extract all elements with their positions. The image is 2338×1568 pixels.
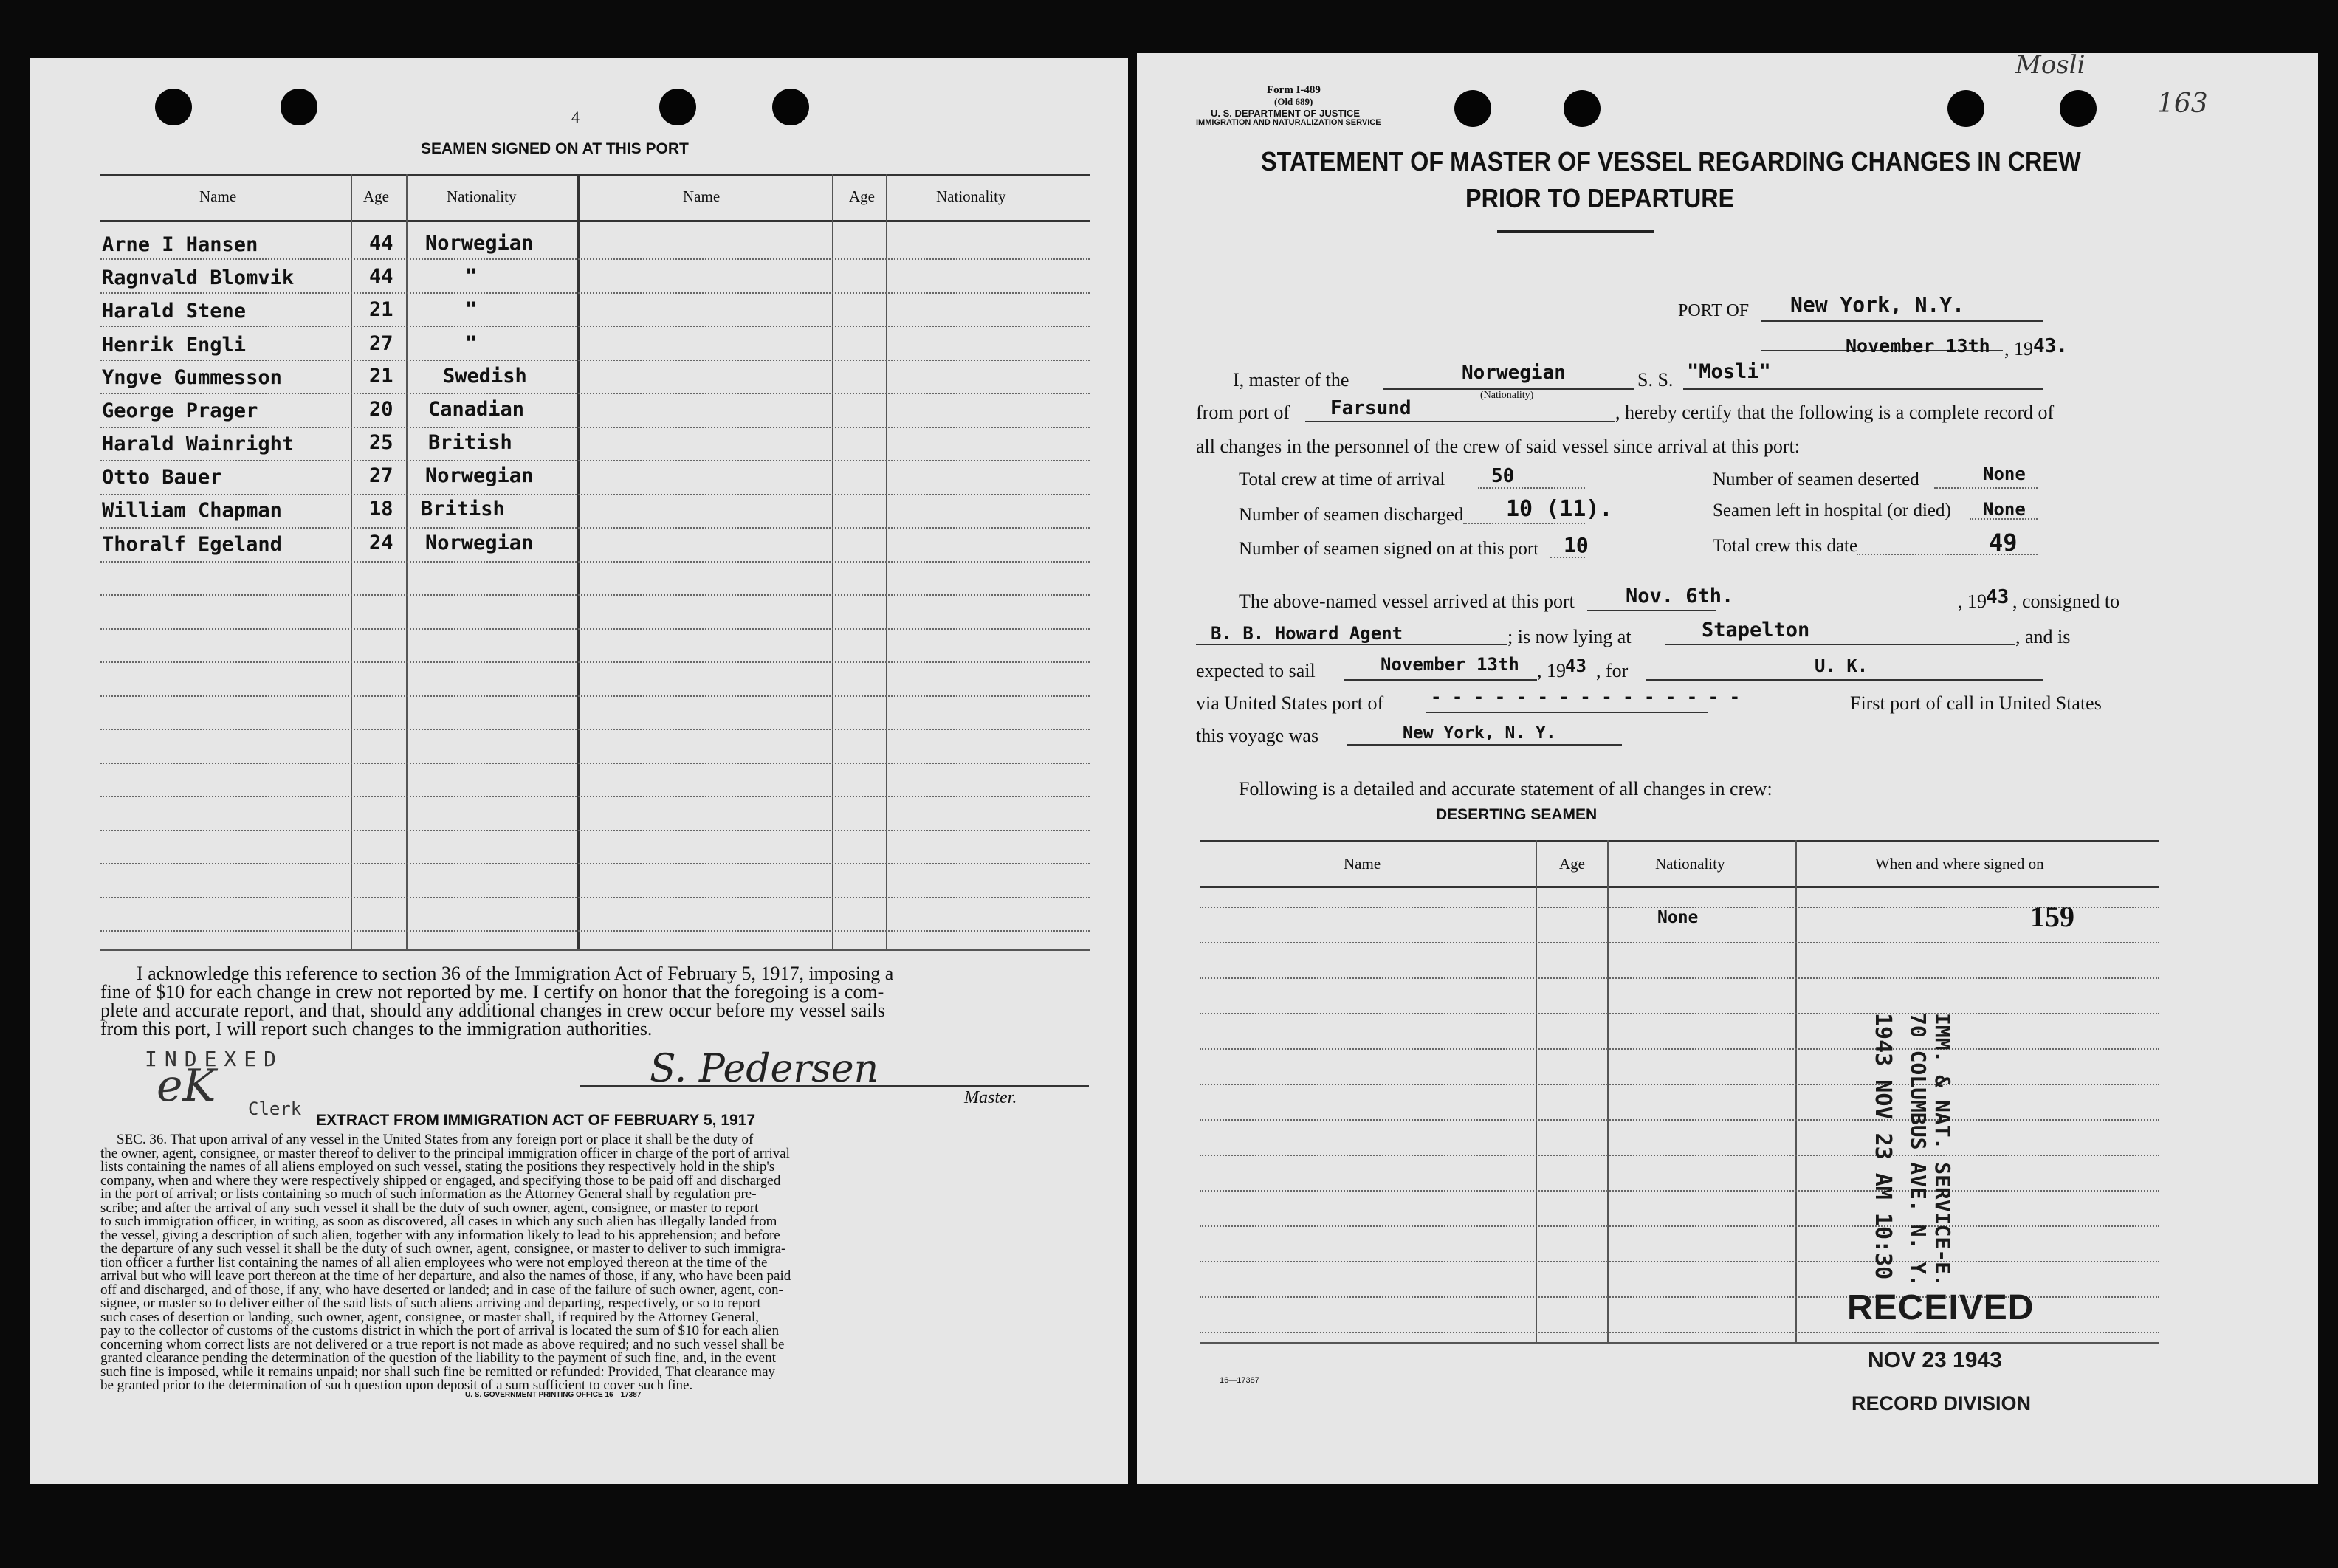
ack-line: plete and accurate report, and that, should any additional changes in crew occur before my vessel sails <box>100 1000 885 1021</box>
handwritten-number: 163 <box>2157 89 2208 119</box>
printing-office: U. S. GOVERNMENT PRINTING OFFICE 16—17387 <box>465 1391 642 1399</box>
row-rule <box>100 796 1090 797</box>
row-name: Arne I Hansen <box>102 233 258 256</box>
row-rule <box>100 258 1090 260</box>
row-nationality: Norwegian <box>425 232 534 255</box>
field-leader <box>1934 487 2038 489</box>
master-of-label: I, master of the <box>1233 369 1349 391</box>
row-name: Harald Stene <box>102 300 247 323</box>
record-division: RECORD DIVISION <box>1852 1392 2032 1414</box>
row-nationality: " <box>465 298 478 321</box>
first-port-label: First port of call in United States <box>1850 692 2102 714</box>
column-header-signed-on: When and where signed on <box>1875 855 2044 873</box>
total-arrival-label: Total crew at time of arrival <box>1239 470 1445 489</box>
column-divider <box>1536 840 1537 1342</box>
row-rule <box>100 460 1090 461</box>
punch-hole <box>772 89 809 125</box>
clerk-label: Clerk <box>248 1098 302 1119</box>
via-value: - - - - - - - - - - - - - - - <box>1431 687 1741 707</box>
row-nationality: " <box>465 265 478 288</box>
extract-line: signee, or master so to deliver either of the said lists of such aliens arriving and departing, respectively, or so to report <box>100 1296 761 1311</box>
row-nationality: " <box>465 332 478 355</box>
field-line <box>1665 644 2015 645</box>
signature-line <box>580 1085 1089 1087</box>
extract-line: scribe; and after the arrival of any such vessel it shall be the duty of such owner, agent, consignee, or master to report <box>100 1200 759 1216</box>
extract-line: such fine is imposed, while it remains unpaid; nor shall such fine be remitted or refunded: Provided, That clearance may <box>100 1364 776 1380</box>
discharged-label: Number of seamen discharged <box>1239 505 1464 525</box>
sail-year-prefix: , 19 <box>1537 660 1566 681</box>
title-rule <box>1497 230 1654 233</box>
port-label: PORT OF <box>1678 301 1750 320</box>
column-header-age: Age <box>849 188 875 205</box>
sail-label: expected to sail <box>1196 660 1316 681</box>
extract-line: the departure of any such vessel it shall be the duty of such owner, agent, consignee, or master to deliver to such immigra- <box>100 1241 786 1256</box>
via-label: via United States port of <box>1196 692 1384 714</box>
deserted-label: Number of seamen deserted <box>1713 470 1919 489</box>
arrived-year-prefix: , 19 <box>1958 591 1987 612</box>
section-title: SEAMEN SIGNED ON AT THIS PORT <box>421 140 689 157</box>
row-rule <box>100 897 1090 898</box>
following-text: Following is a detailed and accurate statement of all changes in crew: <box>1239 778 1773 800</box>
row-name: William Chapman <box>102 499 282 522</box>
row-nationality: Norwegian <box>425 464 534 487</box>
ack-line: from this port, I will report such changes to the immigration authorities. <box>100 1018 653 1039</box>
row-rule <box>100 763 1090 764</box>
punch-hole <box>281 89 317 125</box>
received-date: NOV 23 1943 <box>1868 1348 2002 1372</box>
row-rule <box>100 561 1090 563</box>
row-age: 21 <box>369 298 393 321</box>
master-label: Master. <box>964 1088 1017 1107</box>
arrived-year: 43 <box>1986 586 2009 608</box>
punch-hole <box>1454 90 1491 127</box>
column-header-nationality: Nationality <box>936 188 1006 205</box>
row-name: Ragnvald Blomvik <box>102 267 295 289</box>
row-age: 44 <box>369 265 393 288</box>
row-rule <box>1200 1048 2159 1050</box>
extract-line: to such immigration officer, in writing, as soon as discovered, all cases in which any such alien has illegally landed from <box>100 1214 777 1229</box>
table-top-rule <box>1200 840 2159 842</box>
field-line <box>1344 679 1537 681</box>
column-header-age: Age <box>363 188 389 205</box>
field-line <box>1761 320 2043 322</box>
vessel-value: "Mosli" <box>1687 360 1771 383</box>
extract-line: tion officer a further list containing the names of all alien employees who were not employed thereon at the time of the <box>100 1254 768 1270</box>
row-rule <box>1200 977 2159 979</box>
extract-title: EXTRACT FROM IMMIGRATION ACT OF FEBRUARY 5, 1917 <box>316 1112 756 1129</box>
extract-line: lists containing the names of all aliens employed on such vessel, stating the positions they respectively hold in the ship's <box>100 1159 775 1175</box>
sail-value: November 13th <box>1381 654 1519 675</box>
ack-line: I acknowledge this reference to section 36 of the Immigration Act of February 5, 1917, imposing a <box>137 963 894 984</box>
row-age: 27 <box>369 464 393 487</box>
row-age: 18 <box>369 498 393 520</box>
desert-nationality-value: None <box>1657 908 1699 927</box>
form-old: (Old 689) <box>1274 96 1313 107</box>
field-line <box>1426 712 1708 713</box>
handwritten-ref: Mosli <box>2015 50 2086 80</box>
ack-line: fine of $10 for each change in crew not reported by me. I certify on honor that the foregoing is a com- <box>100 981 884 1003</box>
extract-line: SEC. 36. That upon arrival of any vessel in the United States from any foreign port or place it shall be the duty of <box>117 1132 754 1147</box>
row-rule <box>100 527 1090 529</box>
column-header-name: Name <box>1344 855 1381 873</box>
deserted-value: None <box>1983 464 2026 484</box>
extract-line: granted clearance pending the determination of the question of the liability to the payment of such fine, and, in the event <box>100 1350 776 1366</box>
row-rule <box>100 695 1090 697</box>
row-rule <box>100 830 1090 831</box>
extract-line: concerning whom correct lists are not delivered or a true report is not made as above required; and no such vessel shall be <box>100 1336 785 1352</box>
total-arrival-value: 50 <box>1491 465 1515 487</box>
row-name: Harald Wainright <box>102 433 295 455</box>
row-rule <box>1200 1261 2159 1262</box>
port-value: New York, N.Y. <box>1790 292 1965 317</box>
row-age: 20 <box>369 398 393 421</box>
row-age: 24 <box>369 532 393 554</box>
hospital-value: None <box>1983 499 2026 520</box>
service: IMMIGRATION AND NATURALIZATION SERVICE <box>1196 118 1381 127</box>
arrived-value: Nov. 6th. <box>1626 585 1734 608</box>
table-bottom-rule <box>1200 1342 2159 1344</box>
service-date-stamp <box>1866 1013 1955 1456</box>
row-age: 21 <box>369 365 393 388</box>
row-rule <box>100 494 1090 495</box>
extract-line: be granted prior to the determination of such question upon deposit of a sum sufficient to cover such fine. <box>100 1378 693 1393</box>
row-rule <box>100 360 1090 361</box>
row-rule <box>1200 1332 2159 1333</box>
row-rule <box>100 292 1090 294</box>
row-rule <box>1200 1155 2159 1156</box>
nationality-value: Norwegian <box>1462 362 1566 384</box>
row-age: 25 <box>369 431 393 454</box>
changes-text: all changes in the personnel of the crew of said vessel since arrival at this port: <box>1196 436 1801 457</box>
extract-line: pay to the collector of customs of the customs district in which the port of arrival is located the sum of $10 for each alien <box>100 1323 780 1338</box>
column-header-nationality: Nationality <box>1655 855 1725 873</box>
received-stamp: RECEIVED <box>1847 1288 2035 1327</box>
field-line <box>1683 388 2043 390</box>
row-rule <box>100 729 1090 730</box>
field-leader <box>1478 487 1585 489</box>
signed-on-label: Number of seamen signed on at this port <box>1239 539 1539 559</box>
field-line <box>1347 744 1622 746</box>
voyage-value: New York, N. Y. <box>1403 723 1556 743</box>
table-header-rule <box>100 220 1090 222</box>
form-title-line2: PRIOR TO DEPARTURE <box>1465 183 1735 213</box>
consigned-label: , consigned to <box>2012 591 2120 612</box>
year-value: 43. <box>2033 335 2068 357</box>
arrived-label: The above-named vessel arrived at this port <box>1239 591 1575 612</box>
stamp-line2: 70 COLUMBUS AVE. N. Y. <box>1906 1013 1930 1287</box>
field-line <box>1587 610 1716 611</box>
row-name: Thoralf Egeland <box>102 533 282 556</box>
master-signature: S. Pedersen <box>650 1047 879 1091</box>
column-header-name: Name <box>683 188 721 205</box>
table-bottom-rule <box>100 949 1090 951</box>
for-value: U. K. <box>1815 656 1868 676</box>
extract-line: company, when and where they were respectively shipped or engaged, and specifying those to be paid off and discharged <box>100 1172 781 1189</box>
row-rule <box>100 930 1090 932</box>
row-name: Otto Bauer <box>102 466 222 489</box>
right-page <box>1137 50 2318 1484</box>
ss-label: S. S. <box>1637 369 1674 391</box>
row-rule <box>1200 907 2159 908</box>
table-header-rule <box>1200 886 2159 888</box>
row-age: 27 <box>369 332 393 355</box>
sail-year: 43 <box>1565 656 1586 676</box>
row-nationality: Norwegian <box>425 532 534 554</box>
field-line <box>1646 679 2043 681</box>
row-rule <box>1200 1119 2159 1121</box>
from-port-value: Farsund <box>1330 397 1412 419</box>
extract-line: the vessel, giving a description of such alien, together with any information likely to lead to his apprehension; and before <box>100 1227 780 1243</box>
row-rule <box>100 594 1090 596</box>
extract-line: in the port of arrival; or lists containing so much of such information as the Attorney General shall by regulation pre- <box>100 1186 757 1202</box>
punch-hole <box>155 89 192 125</box>
consignee-value: B. B. Howard Agent <box>1211 623 1403 644</box>
extract-line: such cases of desertion or landing, such owner, agent, consignee, or master shall, if required by the Attorney General, <box>100 1309 759 1325</box>
row-rule <box>100 326 1090 327</box>
form-footer: 16—17387 <box>1220 1376 1259 1385</box>
total-date-label: Total crew this date <box>1713 536 1858 556</box>
for-label: , for <box>1596 660 1629 681</box>
row-rule <box>1200 1190 2159 1192</box>
punch-hole <box>659 89 696 125</box>
punch-hole <box>1947 90 1984 127</box>
row-name: Yngve Gummesson <box>102 366 282 389</box>
lying-label: ; is now lying at <box>1507 626 1632 647</box>
extract-line: arrival but who will leave port thereon at the time of her departure, and also the names of those, if any, who have been paid <box>100 1268 791 1284</box>
hospital-label: Seamen left in hospital (or died) <box>1713 501 1951 520</box>
column-divider <box>1795 840 1797 1342</box>
lying-value: Stapelton <box>1702 619 1810 642</box>
discharged-value: 10 (11). <box>1506 496 1613 522</box>
table-top-rule <box>100 174 1090 176</box>
field-leader <box>1463 523 1585 524</box>
voyage-label: this voyage was <box>1196 725 1319 746</box>
nationality-caption: (Nationality) <box>1480 390 1534 401</box>
row-nationality: Swedish <box>443 365 527 388</box>
column-header-name: Name <box>199 188 237 205</box>
row-rule <box>100 661 1090 663</box>
form-title-line1: STATEMENT OF MASTER OF VESSEL REGARDING CHANGES IN CREW <box>1261 146 2081 176</box>
row-name: Henrik Engli <box>102 334 247 357</box>
field-line <box>1196 644 1507 645</box>
page-number: 4 <box>571 108 580 126</box>
punch-hole <box>2060 90 2097 127</box>
column-header-nationality: Nationality <box>447 188 517 205</box>
serial-number: 159 <box>2030 900 2074 933</box>
department: U. S. DEPARTMENT OF JUSTICE <box>1211 108 1360 119</box>
stamp-line1: IMM. & NAT. SERVICE-E. <box>1930 1013 1955 1287</box>
row-rule <box>1200 942 2159 943</box>
row-age: 44 <box>369 232 393 255</box>
extract-line: off and discharged, and of those, if any, who have deserted or landed; and in case of the failure of such owner, agent, con- <box>100 1282 783 1298</box>
and-is-label: , and is <box>2015 626 2071 647</box>
form-number: Form I-489 <box>1267 84 1321 96</box>
clerk-initials: eK <box>157 1060 216 1112</box>
left-page <box>30 58 1128 1484</box>
field-line <box>1305 421 1615 422</box>
year-prefix: , 19 <box>2004 338 2033 360</box>
deserting-title: DESERTING SEAMEN <box>1436 806 1598 823</box>
row-name: George Prager <box>102 399 258 422</box>
certify-text: , hereby certify that the following is a complete record of <box>1615 402 2055 423</box>
row-rule <box>100 393 1090 394</box>
indexed-stamp: INDEXED <box>145 1047 284 1071</box>
from-port-label: from port of <box>1196 402 1290 423</box>
row-nationality: Canadian <box>428 398 525 421</box>
row-rule <box>100 427 1090 428</box>
extract-line: the owner, agent, consignee, or master thereof to deliver to the principal immigration officer in charge of the port of arrival <box>100 1145 790 1161</box>
row-rule <box>1200 1084 2159 1085</box>
row-rule <box>1200 1225 2159 1227</box>
signed-on-value: 10 <box>1564 533 1589 557</box>
stamp-date: 1943 NOV 23 AM 10:30 <box>1870 1013 1896 1280</box>
date-value: November 13th <box>1846 335 1990 357</box>
row-rule <box>100 863 1090 864</box>
column-divider <box>1607 840 1609 1342</box>
column-header-age: Age <box>1559 855 1585 873</box>
row-nationality: British <box>428 431 512 454</box>
row-rule <box>1200 1013 2159 1014</box>
row-nationality: British <box>421 498 505 520</box>
row-rule <box>100 628 1090 630</box>
punch-hole <box>1564 90 1601 127</box>
total-date-value: 49 <box>1989 529 2018 557</box>
